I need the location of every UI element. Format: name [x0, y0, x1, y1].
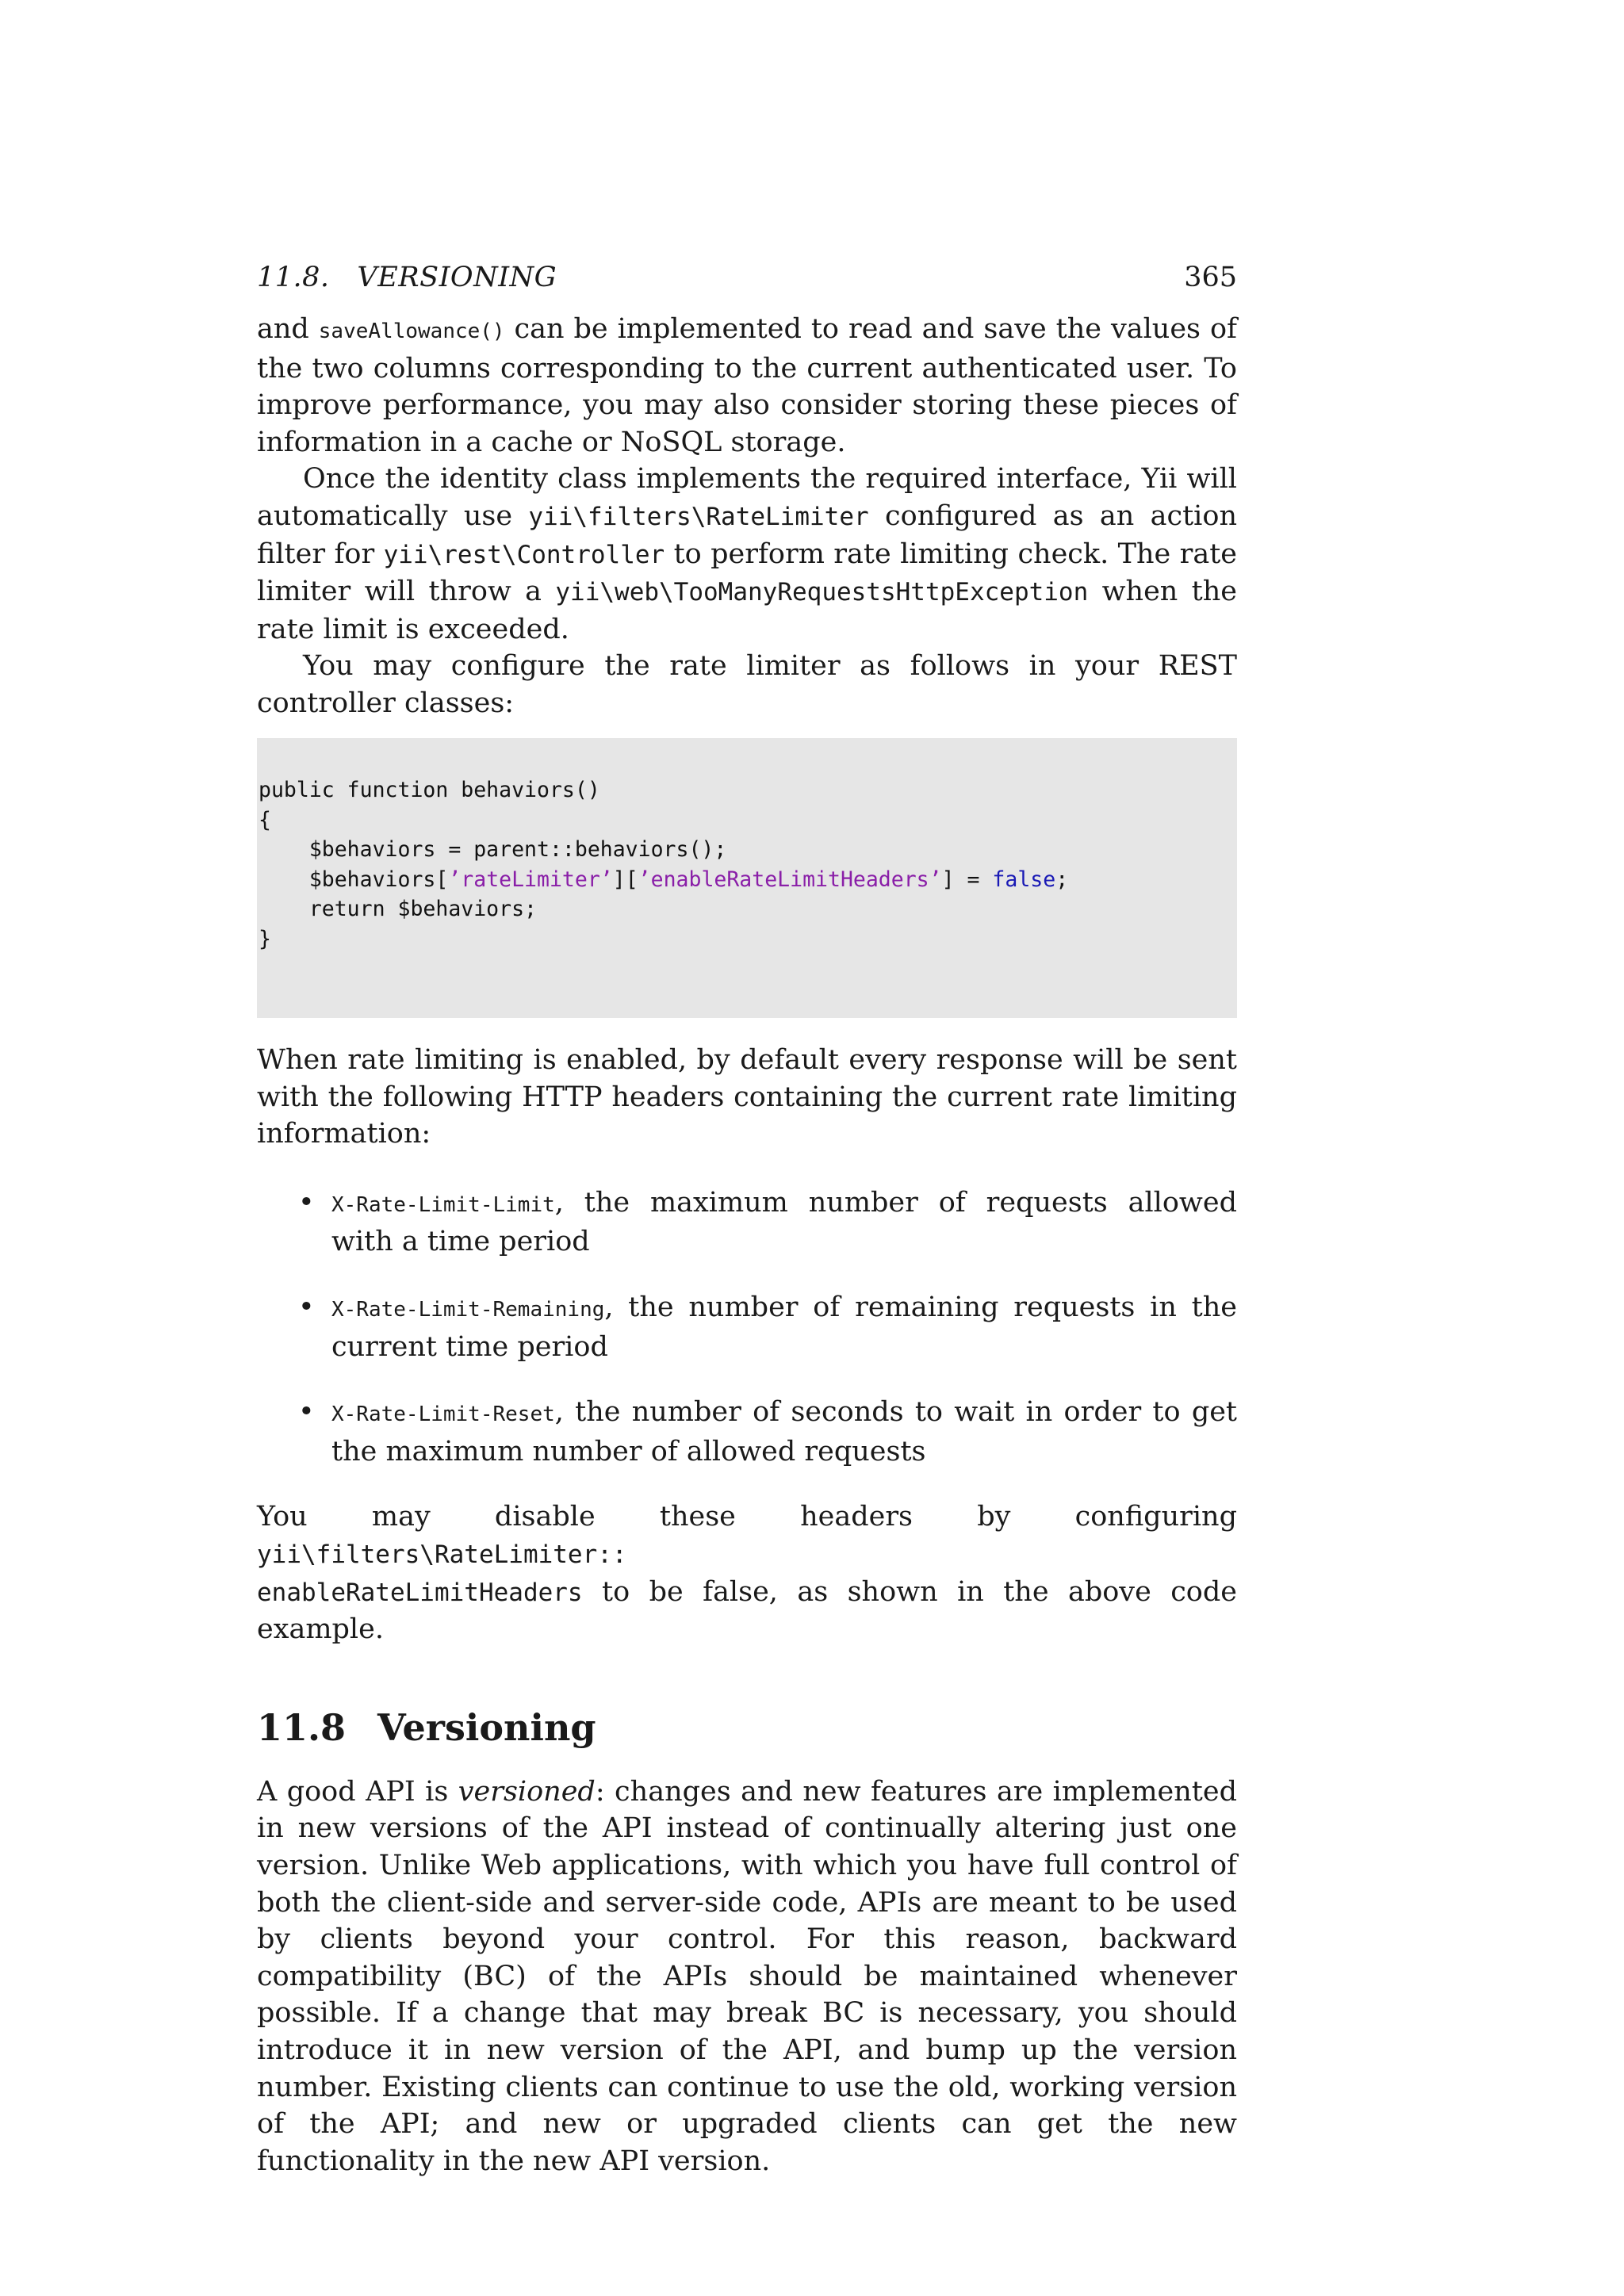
code-rate-limiter-class: yii\filters\RateLimiter	[528, 502, 869, 531]
paragraph-disable-headers	[257, 1498, 1237, 1647]
code-rest-controller-class: yii\rest\Controller	[383, 540, 665, 569]
bullet-icon: •	[298, 1396, 315, 1429]
paragraph-configure-rate-limiter: You may configure the rate limiter as follows in your REST controller classes:	[257, 650, 1237, 719]
list-item	[257, 1184, 1237, 1261]
code-token: ] =	[941, 867, 993, 892]
list-item	[257, 1289, 1237, 1365]
code-line	[257, 865, 1237, 895]
code-token: $behaviors[	[259, 867, 449, 892]
code-rate-limiter-ref: yii\filters\RateLimiter::	[257, 1540, 627, 1569]
para1-lead: and	[257, 313, 319, 345]
code-line: {	[259, 807, 271, 832]
bullet-icon: •	[298, 1292, 315, 1323]
para2-text-2: configured as an action filter for	[257, 499, 1237, 570]
header-name-code: X-Rate-Limit-Limit	[331, 1192, 555, 1217]
list-item-text: , the maximum number of requests allowed with a time period	[331, 1186, 1237, 1258]
code-token: ][	[612, 867, 638, 892]
para6-text-2: : changes and new features are implemented in new versions of the API instead of continually altering just one version. Unlike Web applications, with which you have full control of both the client-side and server-side code, APIs are meant to be used by clients beyond your control. For this reason, backward compatibility (BC) of the APIs should be maintained whenever possible. If a change that may break BC is necessary, you should introduce it in new version of the API, and bump up the version number. Existing clients can continue to use the old, working version of the API; and new or upgraded clients can get the new functionality in the new API version.	[257, 1775, 1237, 2177]
para5-text-1: You may disable these headers by configuring	[257, 1501, 1237, 1533]
running-header	[257, 255, 1237, 300]
para5-text-2: to be false, as shown in the above code example.	[257, 1575, 1237, 1646]
para2-text-4: when the rate limit is exceeded.	[257, 576, 1237, 645]
emphasis-versioned: versioned	[458, 1775, 596, 1808]
list-item-text: , the number of remaining requests in the current time period	[331, 1292, 1237, 1363]
para6-text-1: A good API is	[257, 1775, 458, 1808]
page-number: 365	[1184, 262, 1237, 293]
code-block-behaviors	[257, 738, 1237, 1019]
para1-rest: can be implemented to read and save the values of the two columns corresponding to the current authenticated user. To improve performance, you may also consider storing these pieces of information in a cache or NoSQL storage.	[257, 313, 1237, 458]
paragraph-rate-limit-headers-intro: When rate limiting is enabled, by default every response will be sent with the following HTTP headers containing the current rate limiting information:	[257, 1044, 1237, 1150]
code-save-allowance: saveAllowance()	[318, 320, 505, 343]
code-line: $behaviors = parent::behaviors();	[259, 837, 727, 863]
header-name-code: X-Rate-Limit-Reset	[331, 1402, 555, 1427]
code-string-rate-limiter: ’rateLimiter’	[448, 867, 613, 892]
code-line: }	[259, 926, 271, 951]
paragraph-identity-class	[257, 461, 1237, 648]
rate-limit-headers-list	[257, 1184, 1237, 1471]
code-enable-headers-property: enableRateLimitHeaders	[257, 1578, 583, 1607]
para2-text-3: to perform rate limiting check. The rate limiter will throw a	[257, 538, 1237, 608]
running-section-title: 11.8. VERSIONING	[257, 262, 557, 293]
paragraph-save-allowance	[257, 311, 1237, 461]
list-item	[257, 1394, 1237, 1470]
section-number: 11.8	[257, 1705, 347, 1749]
paragraph-versioning	[257, 1774, 1237, 2180]
code-keyword-false: false	[992, 867, 1056, 892]
code-line: return $behaviors;	[259, 897, 537, 922]
code-token: ;	[1055, 867, 1069, 892]
section-heading	[257, 1705, 1237, 1750]
page	[257, 255, 1237, 2179]
code-string-enable-headers: ’enableRateLimitHeaders’	[638, 867, 942, 892]
para2-text-1: Once the identity class implements the required interface, Yii will automatically use	[257, 463, 1237, 532]
code-line: public function behaviors()	[259, 778, 600, 803]
bullet-icon: •	[298, 1186, 315, 1219]
code-too-many-requests-exception: yii\web\TooManyRequestsHttpException	[555, 578, 1089, 607]
list-item-text: , the number of seconds to wait in order to get the maximum number of allowed requests	[331, 1396, 1237, 1468]
header-name-code: X-Rate-Limit-Remaining	[331, 1298, 605, 1322]
section-title: Versioning	[377, 1705, 596, 1749]
